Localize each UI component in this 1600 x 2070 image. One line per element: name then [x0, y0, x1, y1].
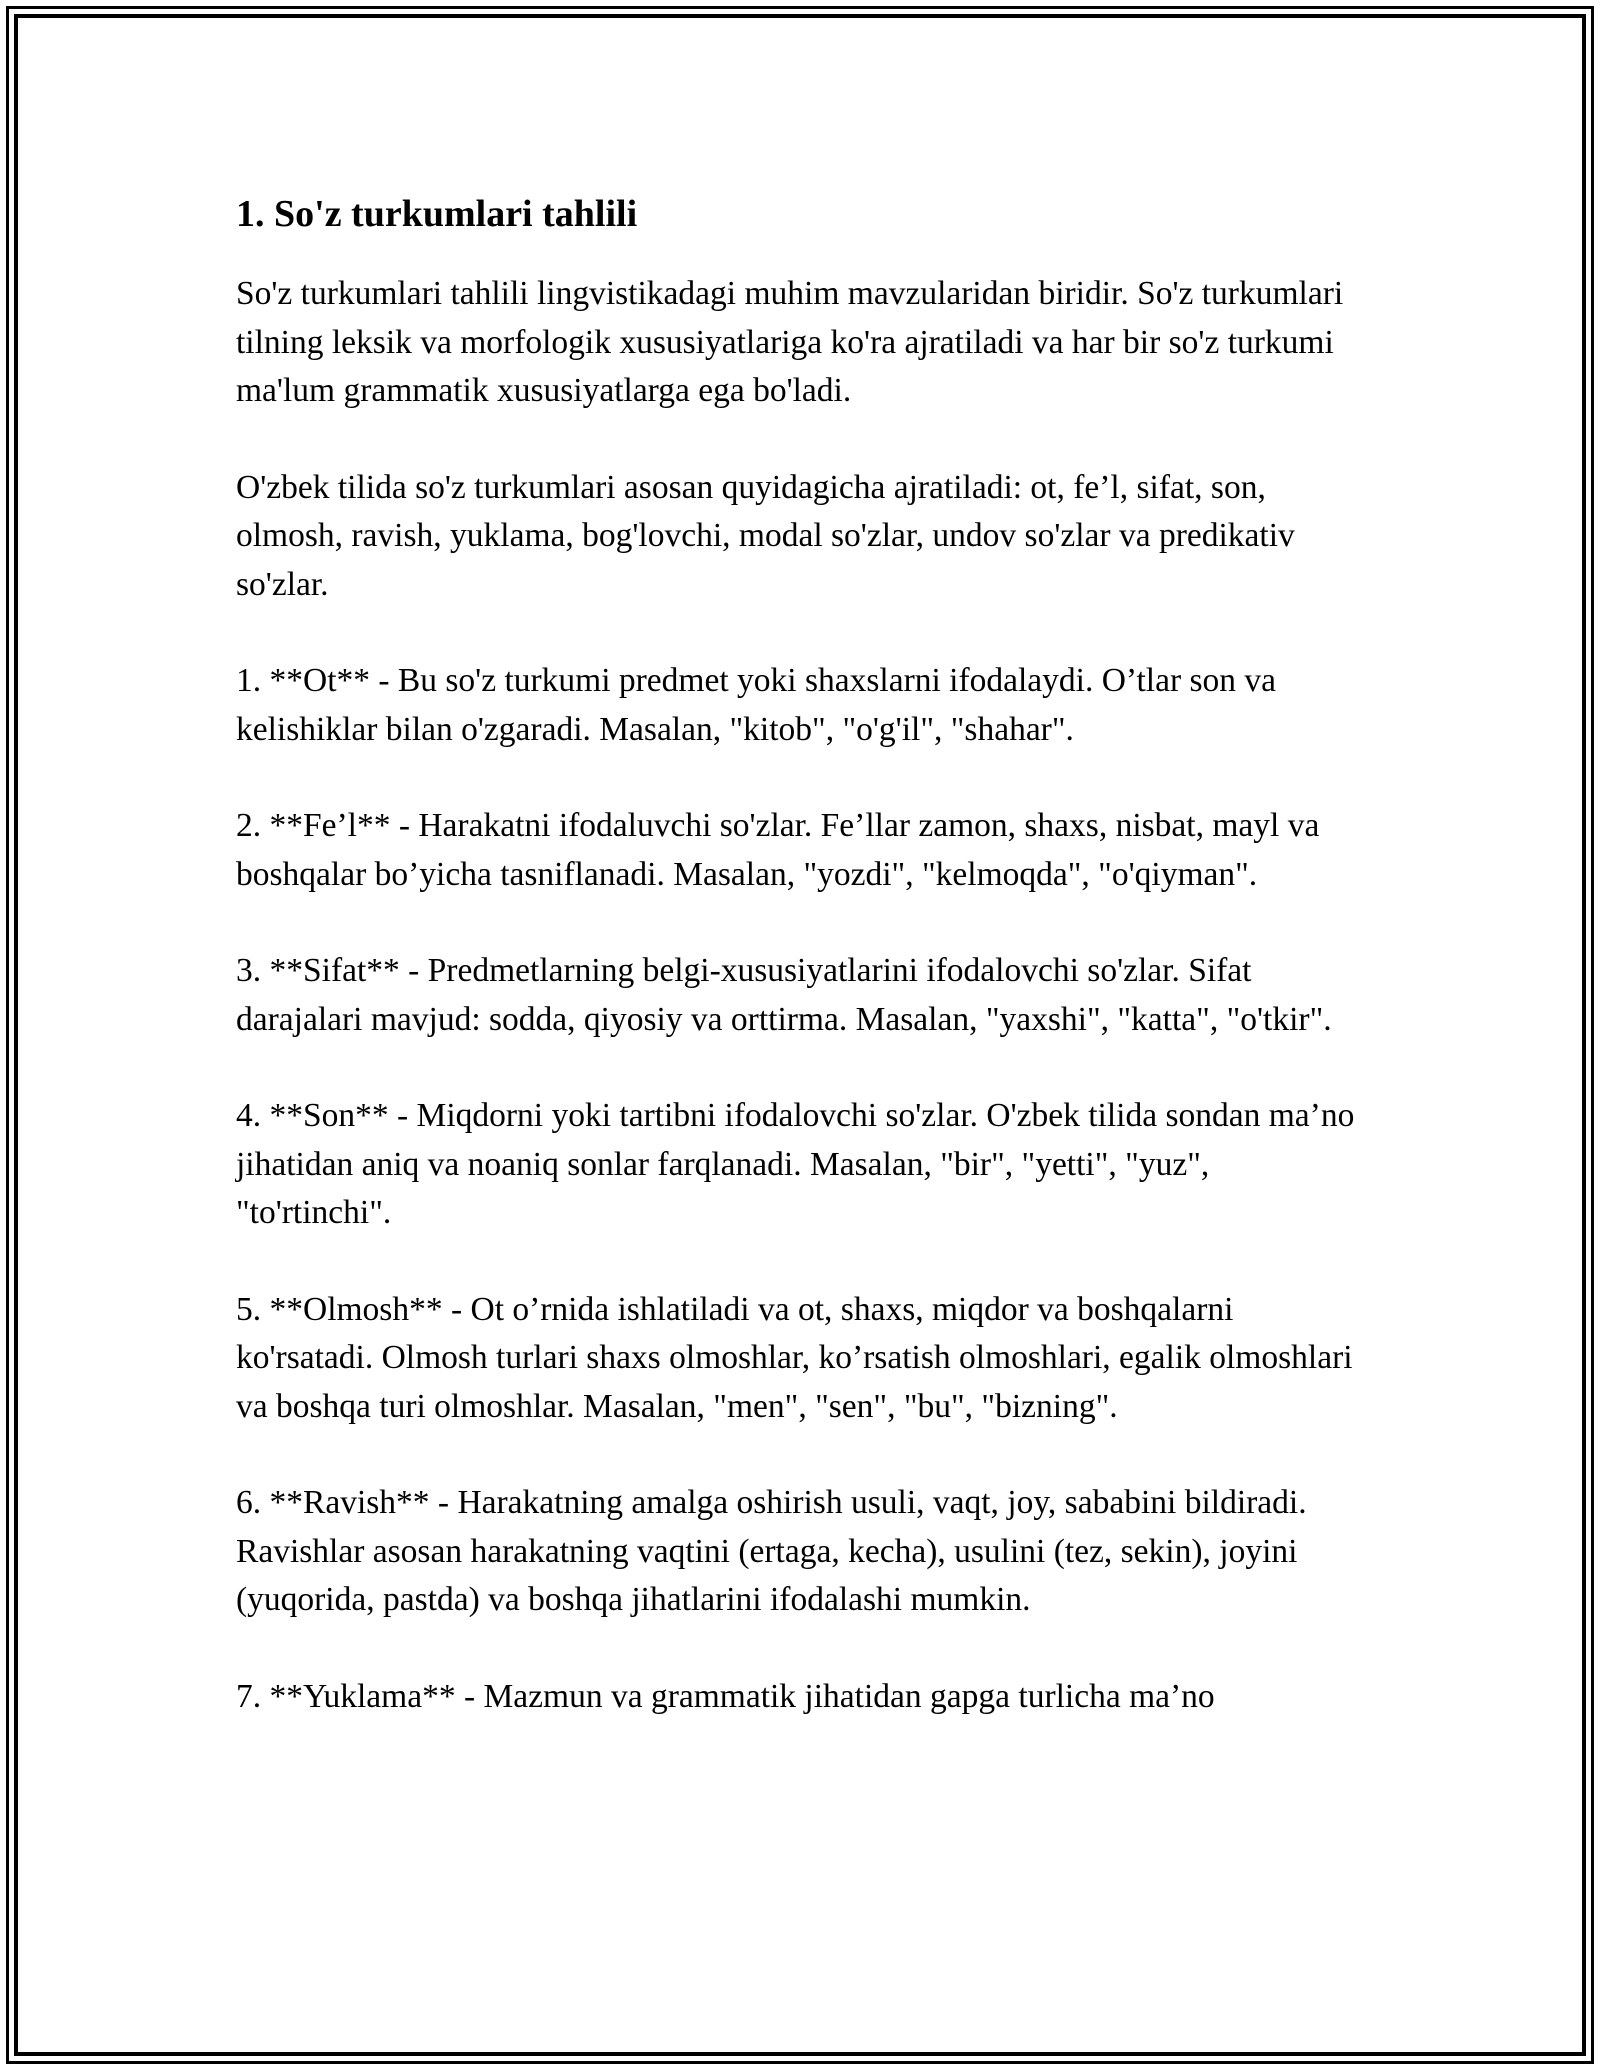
paragraph-fel: 2. **Fe’l** - Harakatni ifodaluvchi so'zlar. Fe’llar zamon, shaxs, nisbat, mayl va boshqalar bo’yicha tasniflanadi. Masalan, "yozdi", "kelmoqda", "o'qiyman".: [236, 807, 1320, 893]
document-body: [236, 188, 1366, 1769]
paragraph-yuklama: 7. **Yuklama** - Mazmun va grammatik jihatidan gapga turlicha ma’no: [236, 1677, 1215, 1715]
paragraph-son: 4. **Son** - Miqdorni yoki tartibni ifodalovchi so'zlar. O'zbek tilida sondan ma’no jihatidan aniq va noaniq sonlar farqlanadi. Masalan, "bir", "yetti", "yuz", "to'rtinchi".: [236, 1097, 1355, 1231]
paragraph-intro: So'z turkumlari tahlili lingvistikadagi muhim mavzularidan biridir. So'z turkumlari tilning leksik va morfologik xususiyatlariga ko'ra ajratiladi va har bir so'z turkumi ma'lum grammatik xususiyatlarga ega bo'ladi.: [236, 275, 1344, 409]
document-title: 1. So'z turkumlari tahlili: [236, 193, 638, 235]
paragraph-classification: O'zbek tilida so'z turkumlari asosan quyidagicha ajratiladi: ot, fe’l, sifat, son, olmosh, ravish, yuklama, bog'lovchi, modal so'zlar, undov so'zlar va predikativ so'zlar.: [236, 468, 1295, 603]
paragraph-ot: 1. **Ot** - Bu so'z turkumi predmet yoki shaxslarni ifodalaydi. O’tlar son va kelishiklar bilan o'zgaradi. Masalan, "kitob", "o'g'il", "shahar".: [236, 662, 1277, 748]
paragraph-ravish: 6. **Ravish** - Harakatning amalga oshirish usuli, vaqt, joy, sababini bildiradi. Ravishlar asosan harakatning vaqtini (ertaga, kecha), usulini (tez, sekin), joyini (yuqorida, pastda) va boshqa jihatlarini ifodalashi mumkin.: [236, 1484, 1307, 1618]
paragraph-sifat: 3. **Sifat** - Predmetlarning belgi-xususiyatlarini ifodalovchi so'zlar. Sifat darajalari mavjud: sodda, qiyosiy va orttirma. Masalan, "yaxshi", "katta", "o'tkir".: [236, 952, 1332, 1038]
paragraph-olmosh: 5. **Olmosh** - Ot o’rnida ishlatiladi va ot, shaxs, miqdor va boshqalarni ko'rsatadi. Olmosh turlari shaxs olmoshlar, ko’rsatish olmoshlari, egalik olmoshlari va boshqa turi olmoshlar. Masalan, "men", "sen", "bu", "bizning".: [236, 1290, 1353, 1425]
